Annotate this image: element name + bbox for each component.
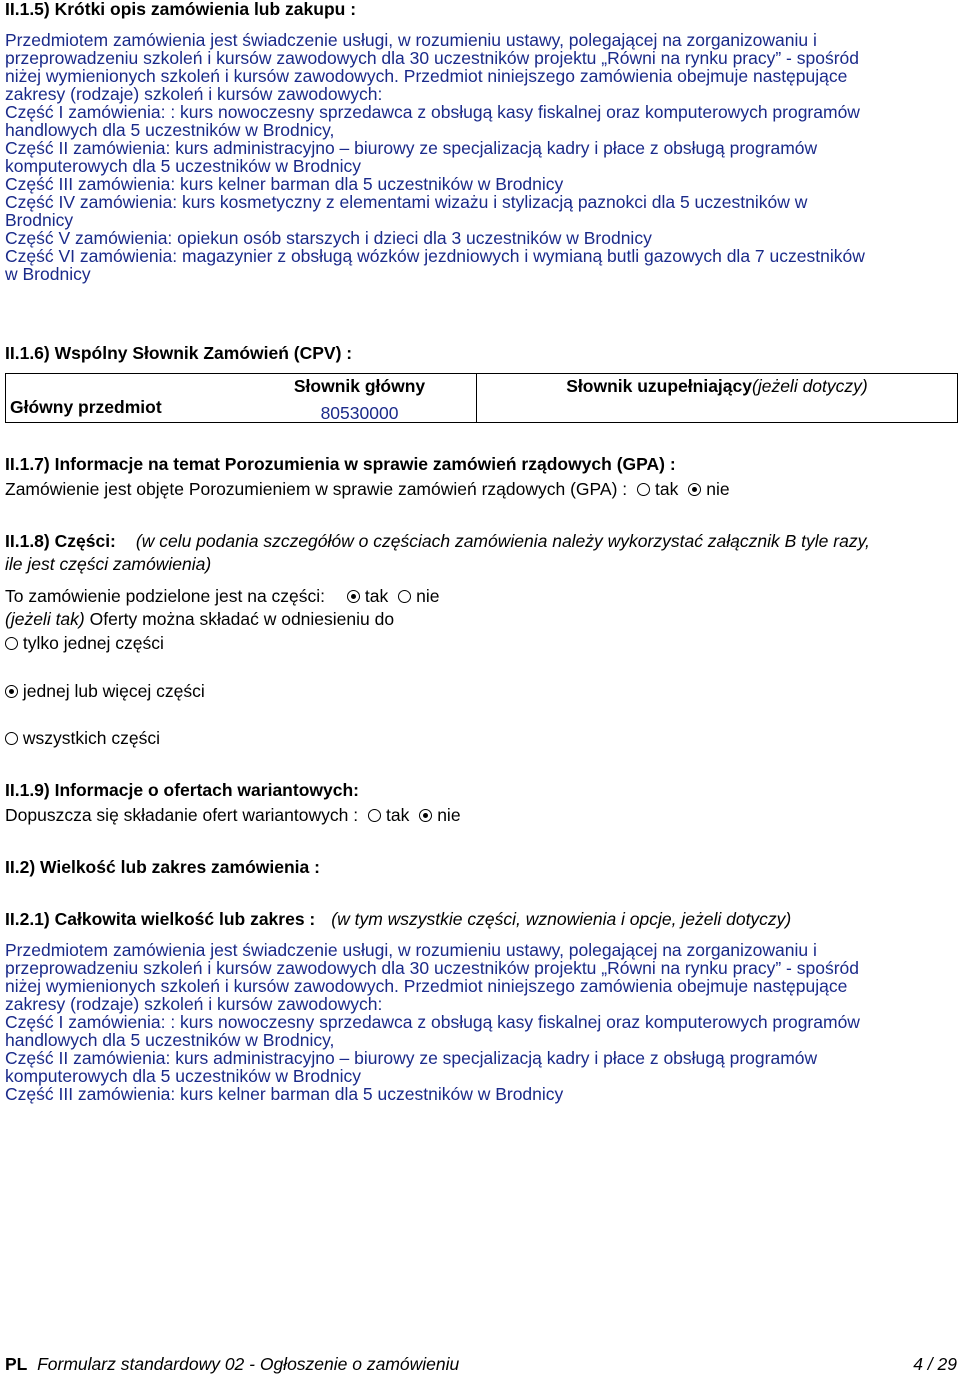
- cpv-table: [5, 373, 958, 423]
- parts-radio-nie[interactable]: [398, 590, 411, 603]
- offers-choice-1: [5, 634, 164, 652]
- section-ii-2-1-head: [5, 910, 791, 928]
- offers-radio-2[interactable]: [5, 685, 18, 698]
- parts-label-tak: tak: [364, 586, 389, 606]
- cpv-col-main: Słownik główny: [243, 374, 477, 399]
- parts-label-nie: nie: [416, 586, 440, 606]
- cpv-header-row: [6, 374, 958, 399]
- variants-label-nie: nie: [437, 805, 461, 825]
- variants-radio-tak[interactable]: [368, 809, 381, 822]
- offers-choice-3-label: wszystkich części: [22, 728, 160, 748]
- short-description-text: Przedmiotem zamówienia jest świadczenie usługi, w rozumieniu ustawy, polegającej na zorganizowaniu i przeprowadzeniu szkoleń i kursów zawodowych dla 30 uczestników projektu „Równi na rynku pracy” - spośród niżej wymienionych szkoleń i kursów zawodowych. Przedmiot niniejszego zamówienia obejmuje następujące zakresy (rodzaje) szkoleń i kursów zawodowych: Część I zamówienia: : kurs nowoczesny sprzedawca z obsługą kasy fiskalnej oraz komputerowych programów handlowych dla 5 uczestników w Brodnicy, Część II zamówienia: kurs administracyjno – biurowy ze specjalizacją kadry i płace z obsługą programów komputerowych dla 5 uczestników w Brodnicy Część III zamówienia: kurs kelner barman dla 5 uczestników w Brodnicy Część IV zamówienia: kurs kosmetyczny z elementami wizażu i stylizacją paznokci dla 5 uczestników w Brodnicy Część V zamówienia: opiekun osób starszych i dzieci dla 3 uczestników w Brodnicy Część VI zamówienia: magazynier z obsługą wózków jezdniowych i wymianą butli gazowych dla 7 uczestników w Brodnicy: [5, 30, 865, 284]
- section-ii-1-8-head: [5, 532, 870, 550]
- if-yes-label: (jeżeli tak): [5, 609, 85, 629]
- cpv-col-supp: [477, 374, 958, 399]
- offers-label: Oferty można składać w odniesieniu do: [89, 609, 395, 629]
- section-heading-ii-1-5: II.1.5) Krótki opis zamówienia lub zakupu :: [5, 0, 357, 19]
- section-heading-ii-1-6: II.1.6) Wspólny Słownik Zamówień (CPV) :: [5, 343, 353, 363]
- variants-row: [5, 806, 461, 824]
- footer-page-number: 4 / 29: [913, 1354, 957, 1374]
- page-footer: [5, 1355, 957, 1373]
- parts-note-2: ile jest części zamówienia): [5, 554, 212, 574]
- cpv-main-code: 80530000: [243, 398, 477, 423]
- offers-radio-3[interactable]: [5, 732, 18, 745]
- offers-choice-2: [5, 682, 205, 700]
- section-heading-ii-1-8: II.1.8) Części:: [5, 531, 116, 551]
- cpv-main-row: [6, 398, 958, 423]
- gpa-label-nie: nie: [706, 479, 730, 499]
- total-scope-text: Przedmiotem zamówienia jest świadczenie usługi, w rozumieniu ustawy, polegającej na zorganizowaniu i przeprowadzeniu szkoleń i kursów zawodowych dla 30 uczestników projektu „Równi na rynku pracy” - spośród niżej wymienionych szkoleń i kursów zawodowych. Przedmiot niniejszego zamówienia obejmuje następujące zakresy (rodzaje) szkoleń i kursów zawodowych: Część I zamówienia: : kurs nowoczesny sprzedawca z obsługą kasy fiskalnej oraz komputerowych programów handlowych dla 5 uczestników w Brodnicy, Część II zamówienia: kurs administracyjno – biurowy ze specjalizacją kadry i płace z obsługą programów komputerowych dla 5 uczestników w Brodnicy Część III zamówienia: kurs kelner barman dla 5 uczestników w Brodnicy: [5, 940, 860, 1104]
- gpa-question: Zamówienie jest objęte Porozumieniem w sprawie zamówień rządowych (GPA) :: [5, 479, 628, 499]
- section-heading-ii-2-1: II.2.1) Całkowita wielkość lub zakres :: [5, 909, 316, 929]
- gpa-label-tak: tak: [655, 479, 679, 499]
- section-heading-ii-1-7: II.1.7) Informacje na temat Porozumienia w sprawie zamówień rządowych (GPA) :: [5, 454, 676, 474]
- offers-choice-3: [5, 729, 160, 747]
- parts-note: (w celu podania szczegółów o częściach zamówienia należy wykorzystać załącznik B tyle razy,: [135, 531, 870, 551]
- offers-radio-1[interactable]: [5, 637, 18, 650]
- section-heading-ii-1-9: II.1.9) Informacje o ofertach wariantowych:: [5, 780, 359, 800]
- variants-question: Dopuszcza się składanie ofert wariantowych :: [5, 805, 359, 825]
- variants-radio-nie[interactable]: [419, 809, 432, 822]
- parts-row: [5, 587, 440, 605]
- total-scope-note: (w tym wszystkie części, wznowienia i opcje, jeżeli dotyczy): [331, 909, 792, 929]
- cpv-col-supp-note: (jeżeli dotyczy): [752, 376, 868, 396]
- cpv-col-supp-label: Słownik uzupełniający: [566, 376, 752, 396]
- parts-radio-tak[interactable]: [347, 590, 360, 603]
- offers-choice-2-label: jednej lub więcej części: [22, 681, 205, 701]
- cpv-empty-cell: [6, 374, 244, 399]
- gpa-radio-tak[interactable]: [637, 483, 650, 496]
- offers-row: [5, 610, 394, 628]
- cpv-row-label: Główny przedmiot: [6, 398, 244, 423]
- cpv-supp-empty: [477, 398, 958, 423]
- gpa-row: [5, 480, 730, 498]
- footer-lang: PL: [5, 1354, 28, 1374]
- footer-form-title: Formularz standardowy 02 - Ogłoszenie o zamówieniu: [37, 1354, 460, 1374]
- gpa-radio-nie[interactable]: [688, 483, 701, 496]
- offers-choice-1-label: tylko jednej części: [22, 633, 164, 653]
- section-heading-ii-2: II.2) Wielkość lub zakres zamówienia :: [5, 857, 320, 877]
- parts-question: To zamówienie podzielone jest na części:: [5, 586, 326, 606]
- variants-label-tak: tak: [385, 805, 410, 825]
